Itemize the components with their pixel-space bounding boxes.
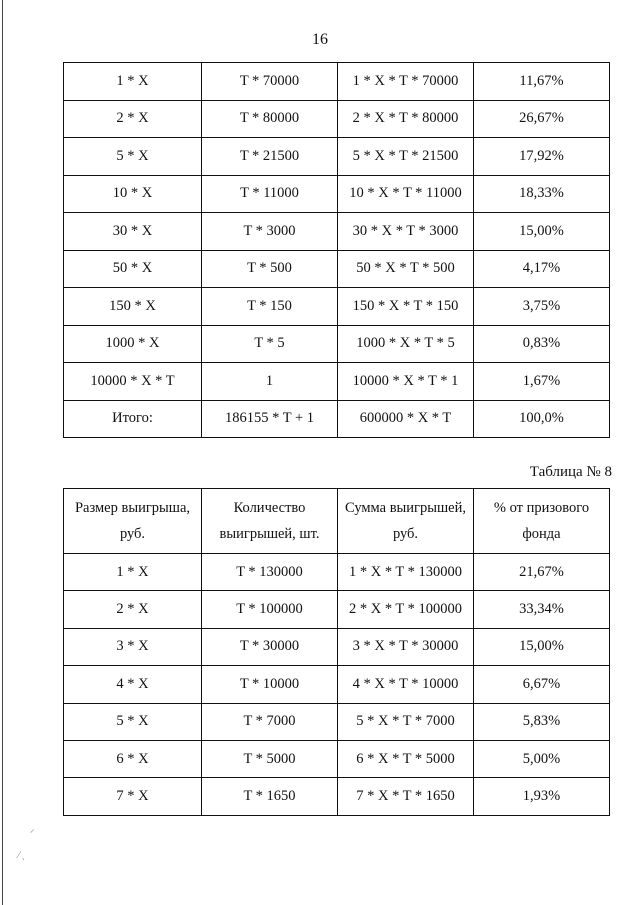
table-row [64,740,610,777]
table-row [64,703,610,740]
prize-table-8-body [64,554,610,816]
prize-sum-cell: 10 * X * T * 11000 [338,175,474,213]
fund-percent-cell: 26,67% [474,100,610,138]
fund-percent-cell: 4,17% [474,250,610,288]
prize-count-cell: T * 70000 [202,63,338,101]
fund-percent-cell: 6,67% [474,666,610,703]
prize-table-8 [63,488,610,816]
fund-percent-cell: 17,92% [474,138,610,176]
prize-size-cell: 10000 * X * T [64,363,202,401]
prize-sum-cell: 2 * X * T * 100000 [338,591,474,628]
header-fund-percent: % от призового фонда [474,489,610,554]
prize-size-cell: 2 * X [64,100,202,138]
prize-sum-cell: 7 * X * T * 1650 [338,778,474,815]
prize-count-cell: T * 80000 [202,100,338,138]
prize-count-cell: T * 30000 [202,628,338,665]
prize-count-cell: T * 100000 [202,591,338,628]
prize-size-cell: 1 * X [64,63,202,101]
table-row [64,325,610,363]
table-row [64,63,610,101]
table-row [64,213,610,251]
prize-count-cell: 186155 * T + 1 [202,400,338,438]
table-caption: Таблица № 8 [529,464,612,480]
prize-sum-cell: 50 * X * T * 500 [338,250,474,288]
prize-count-cell: T * 500 [202,250,338,288]
prize-size-cell: 2 * X [64,591,202,628]
fund-percent-cell: 5,00% [474,740,610,777]
prize-count-cell: T * 7000 [202,703,338,740]
table-row [64,400,610,438]
prize-sum-cell: 6 * X * T * 5000 [338,740,474,777]
fund-percent-cell: 100,0% [474,400,610,438]
prize-size-cell: 5 * X [64,703,202,740]
prize-table-continued-body [64,63,610,438]
page-number: 16 [312,31,328,48]
fund-percent-cell: 1,93% [474,778,610,815]
prize-count-cell: T * 3000 [202,213,338,251]
prize-size-cell: Итого: [64,400,202,438]
prize-size-cell: 3 * X [64,628,202,665]
table-row [64,288,610,326]
fund-percent-cell: 1,67% [474,363,610,401]
table-row [64,175,610,213]
prize-size-cell: 30 * X [64,213,202,251]
table-header-row [64,489,610,554]
prize-sum-cell: 1 * X * T * 130000 [338,554,474,591]
prize-size-cell: 50 * X [64,250,202,288]
fund-percent-cell: 0,83% [474,325,610,363]
table-row [64,628,610,665]
table-row [64,250,610,288]
prize-count-cell: T * 10000 [202,666,338,703]
prize-count-cell: T * 5 [202,325,338,363]
prize-sum-cell: 600000 * X * T [338,400,474,438]
prize-count-cell: T * 11000 [202,175,338,213]
table-row [64,138,610,176]
header-prize-sum: Сумма выигрышей, руб. [338,489,474,554]
scan-mark: ⁄ ˏ [18,850,25,860]
fund-percent-cell: 33,34% [474,591,610,628]
prize-sum-cell: 30 * X * T * 3000 [338,213,474,251]
table-row [64,591,610,628]
prize-size-cell: 7 * X [64,778,202,815]
table-row [64,363,610,401]
header-prize-count: Количество выигрышей, шт. [202,489,338,554]
prize-count-cell: T * 5000 [202,740,338,777]
prize-sum-cell: 3 * X * T * 30000 [338,628,474,665]
table-row [64,554,610,591]
table-row [64,778,610,815]
fund-percent-cell: 15,00% [474,213,610,251]
prize-size-cell: 5 * X [64,138,202,176]
prize-size-cell: 6 * X [64,740,202,777]
fund-percent-cell: 18,33% [474,175,610,213]
prize-sum-cell: 150 * X * T * 150 [338,288,474,326]
table-row [64,666,610,703]
fund-percent-cell: 21,67% [474,554,610,591]
prize-count-cell: T * 21500 [202,138,338,176]
prize-size-cell: 1 * X [64,554,202,591]
prize-size-cell: 10 * X [64,175,202,213]
prize-sum-cell: 5 * X * T * 7000 [338,703,474,740]
prize-size-cell: 4 * X [64,666,202,703]
left-margin-line [2,0,3,905]
fund-percent-cell: 15,00% [474,628,610,665]
prize-sum-cell: 1 * X * T * 70000 [338,63,474,101]
fund-percent-cell: 11,67% [474,63,610,101]
table-row [64,100,610,138]
prize-count-cell: T * 130000 [202,554,338,591]
fund-percent-cell: 5,83% [474,703,610,740]
fund-percent-cell: 3,75% [474,288,610,326]
header-prize-size: Размер выигрыша, руб. [64,489,202,554]
prize-count-cell: T * 150 [202,288,338,326]
prize-sum-cell: 2 * X * T * 80000 [338,100,474,138]
prize-sum-cell: 5 * X * T * 21500 [338,138,474,176]
prize-sum-cell: 10000 * X * T * 1 [338,363,474,401]
prize-count-cell: T * 1650 [202,778,338,815]
prize-count-cell: 1 [202,363,338,401]
prize-sum-cell: 1000 * X * T * 5 [338,325,474,363]
scan-mark: ⸝ [30,824,35,834]
prize-size-cell: 1000 * X [64,325,202,363]
prize-sum-cell: 4 * X * T * 10000 [338,666,474,703]
prize-size-cell: 150 * X [64,288,202,326]
prize-table-continued [63,62,610,438]
